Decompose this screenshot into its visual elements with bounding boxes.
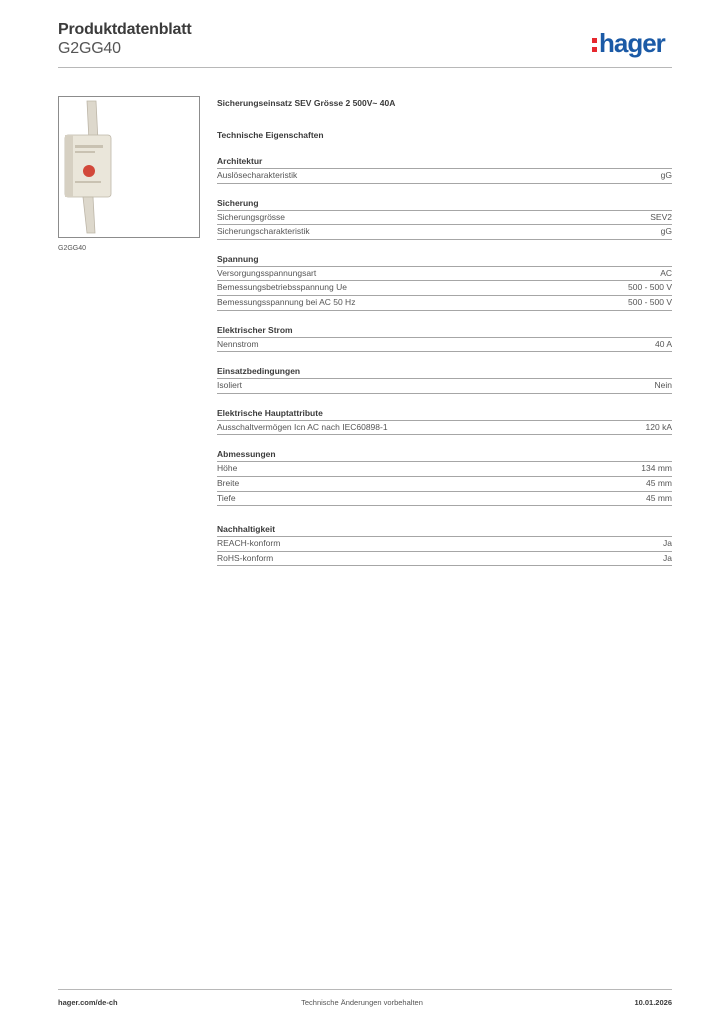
- spec-row: [217, 536, 672, 551]
- spec-row: [217, 378, 672, 394]
- spec-label: RoHS-konform: [217, 552, 274, 563]
- section-heading: Nachhaltigkeit: [217, 524, 276, 535]
- spec-row: [217, 476, 672, 491]
- spec-value: 120 kA: [645, 421, 672, 432]
- section-rows: [217, 461, 672, 506]
- logo-text: hager: [599, 27, 665, 58]
- spec-label: Auslösecharakteristik: [217, 170, 298, 180]
- spec-label: Nennstrom: [217, 338, 259, 349]
- spec-row: [217, 295, 672, 311]
- section-rows: [217, 420, 672, 436]
- spec-label: Sicherungsgrösse: [217, 211, 286, 222]
- spec-value: Ja: [663, 552, 672, 563]
- section-heading: Spannung: [217, 253, 259, 264]
- section-rows: [217, 378, 672, 394]
- spec-label: Höhe: [217, 463, 238, 474]
- section-rows: [217, 536, 672, 566]
- spec-row: [217, 168, 672, 184]
- spec-value: AC: [660, 267, 672, 278]
- spec-row: [217, 266, 672, 281]
- spec-label: Tiefe: [217, 492, 236, 503]
- image-caption: G2GG40: [58, 245, 87, 252]
- spec-row: [217, 280, 672, 295]
- spec-value: 500 - 500 V: [628, 282, 672, 293]
- section-heading: Architektur: [217, 156, 263, 166]
- spec-row: [217, 491, 672, 507]
- spec-row: [217, 337, 672, 353]
- spec-row: [217, 461, 672, 476]
- spec-value: 45 mm: [646, 492, 672, 503]
- section-rows: [217, 168, 672, 184]
- section-heading: Sicherung: [217, 197, 259, 208]
- spec-value: gG: [660, 170, 672, 180]
- section-heading: Abmessungen: [217, 449, 276, 460]
- product-title: Sicherungseinsatz SEV Grösse 2 500V~ 40A: [217, 98, 396, 108]
- header-divider: [58, 67, 672, 68]
- section-rows: [217, 210, 672, 240]
- product-code: G2GG40: [58, 40, 121, 57]
- footer-date: 10.01.2026: [634, 998, 672, 1007]
- product-image: [58, 96, 200, 238]
- section-rows: [217, 266, 672, 311]
- spec-label: Isoliert: [217, 380, 243, 391]
- spec-row: [217, 420, 672, 436]
- spec-row: [217, 210, 672, 225]
- section-heading: Einsatzbedingungen: [217, 366, 301, 377]
- spec-value: 45 mm: [646, 477, 672, 488]
- spec-label: Breite: [217, 477, 240, 488]
- spec-row: [217, 551, 672, 567]
- tech-heading: Technische Eigenschaften: [217, 130, 324, 140]
- footer-divider: [58, 989, 672, 990]
- spec-label: Sicherungscharakteristik: [217, 226, 310, 237]
- section-heading: Elektrische Hauptattribute: [217, 407, 323, 418]
- spec-value: gG: [660, 226, 672, 237]
- spec-row: [217, 224, 672, 240]
- hager-logo[interactable]: [592, 28, 665, 58]
- spec-value: 500 - 500 V: [628, 296, 672, 307]
- spec-value: 40 A: [654, 338, 672, 349]
- spec-label: REACH-konform: [217, 538, 281, 549]
- spec-label: Versorgungsspannungsart: [217, 267, 317, 278]
- section-rows: [217, 337, 672, 353]
- page-title: Produktdatenblatt: [58, 21, 192, 38]
- spec-value: Nein: [654, 380, 672, 391]
- spec-label: Ausschaltvermögen Icn AC nach IEC60898-1: [217, 421, 388, 432]
- spec-value: 134 mm: [641, 463, 672, 474]
- spec-table: [217, 96, 672, 566]
- footer-note: Technische Änderungen vorbehalten: [301, 998, 423, 1007]
- fuse-icon: [59, 97, 199, 237]
- section-heading: Elektrischer Strom: [217, 324, 293, 335]
- spec-value: SEV2: [650, 211, 672, 222]
- spec-label: Bemessungsbetriebsspannung Ue: [217, 282, 347, 293]
- sections-container: [217, 155, 672, 566]
- spec-label: Bemessungsspannung bei AC 50 Hz: [217, 296, 356, 307]
- logo-dots-icon: [592, 38, 597, 52]
- spec-value: Ja: [663, 538, 672, 549]
- footer-url[interactable]: hager.com/de-ch: [58, 998, 118, 1007]
